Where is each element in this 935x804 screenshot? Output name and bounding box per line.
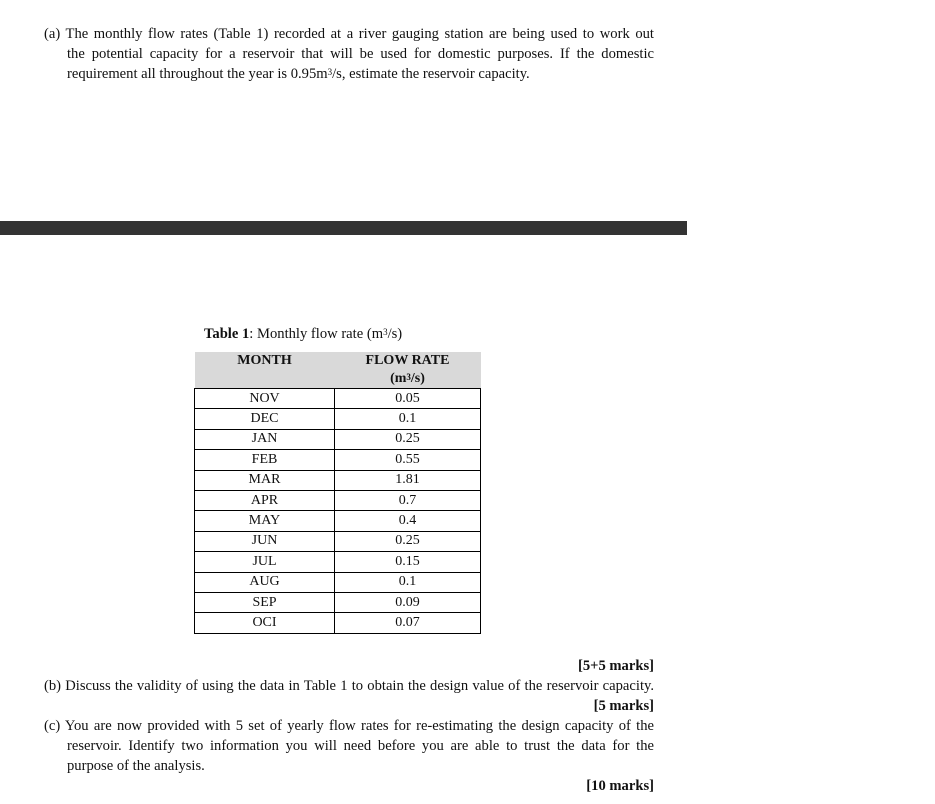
rate-cell: 0.05 xyxy=(335,389,481,409)
question-a xyxy=(44,24,654,84)
month-cell: MAR xyxy=(195,470,335,490)
rate-cell: 0.25 xyxy=(335,429,481,449)
month-cell: DEC xyxy=(195,409,335,429)
table-row xyxy=(195,450,481,470)
question-a-line3: requirement all throughout the year is $0.95m^3/s$, estimate the reservoir capacity. xyxy=(67,66,530,82)
table-row xyxy=(195,531,481,551)
rate-cell: 0.15 xyxy=(335,552,481,572)
month-cell: FEB xyxy=(195,450,335,470)
table-row xyxy=(195,552,481,572)
month-cell: JUL xyxy=(195,552,335,572)
table-row xyxy=(195,490,481,510)
table-row xyxy=(195,511,481,531)
table-row xyxy=(195,470,481,490)
question-b-text: (b) Discuss the validity of using the data in Table 1 to obtain the design value of the reservoir capacity. xyxy=(44,678,654,694)
header-flow-rate: FLOW RATE $(m^3/s)$ xyxy=(335,352,481,389)
question-a-line1: (a) The monthly flow rates (Table 1) recorded at a river gauging station are being used to work out xyxy=(44,26,654,42)
marks-b: [5 marks] xyxy=(593,698,654,714)
table-row xyxy=(195,429,481,449)
rate-cell: 1.81 xyxy=(335,470,481,490)
month-cell: OCI xyxy=(195,613,335,633)
table-row xyxy=(195,613,481,633)
table-row xyxy=(195,572,481,592)
month-cell: MAY xyxy=(195,511,335,531)
rate-cell: 0.09 xyxy=(335,592,481,612)
marks-a: [5+5 marks] xyxy=(577,658,654,674)
header-month: MONTH xyxy=(195,352,335,389)
flow-rate-table xyxy=(194,352,481,634)
month-cell: APR xyxy=(195,490,335,510)
rate-cell: 0.07 xyxy=(335,613,481,633)
rate-cell: 0.1 xyxy=(335,409,481,429)
table-row xyxy=(195,389,481,409)
rate-cell: 0.55 xyxy=(335,450,481,470)
question-c xyxy=(44,716,654,776)
question-c-line2: reservoir. Identify two information you will need before you are able to trust the data for the xyxy=(67,738,654,754)
month-cell: JUN xyxy=(195,531,335,551)
rate-cell: 0.25 xyxy=(335,531,481,551)
rate-cell: 0.7 xyxy=(335,490,481,510)
rate-cell: 0.1 xyxy=(335,572,481,592)
table-header-row xyxy=(195,352,481,389)
month-cell: JAN xyxy=(195,429,335,449)
question-c-line1: (c) You are now provided with 5 set of yearly flow rates for re-estimating the design capacity of the xyxy=(44,718,654,734)
question-a-line2: the potential capacity for a reservoir that will be used for domestic purposes. If the domestic xyxy=(67,46,654,62)
question-b xyxy=(44,676,654,696)
table-row xyxy=(195,409,481,429)
question-c-line3: purpose of the analysis. xyxy=(67,758,205,774)
page-divider xyxy=(0,221,687,235)
marks-c: [10 marks] xyxy=(586,778,654,794)
rate-cell: 0.4 xyxy=(335,511,481,531)
month-cell: AUG xyxy=(195,572,335,592)
month-cell: SEP xyxy=(195,592,335,612)
table-caption: Table 1: Monthly flow rate $(m^3/s)$ xyxy=(204,326,403,342)
table-row xyxy=(195,592,481,612)
month-cell: NOV xyxy=(195,389,335,409)
